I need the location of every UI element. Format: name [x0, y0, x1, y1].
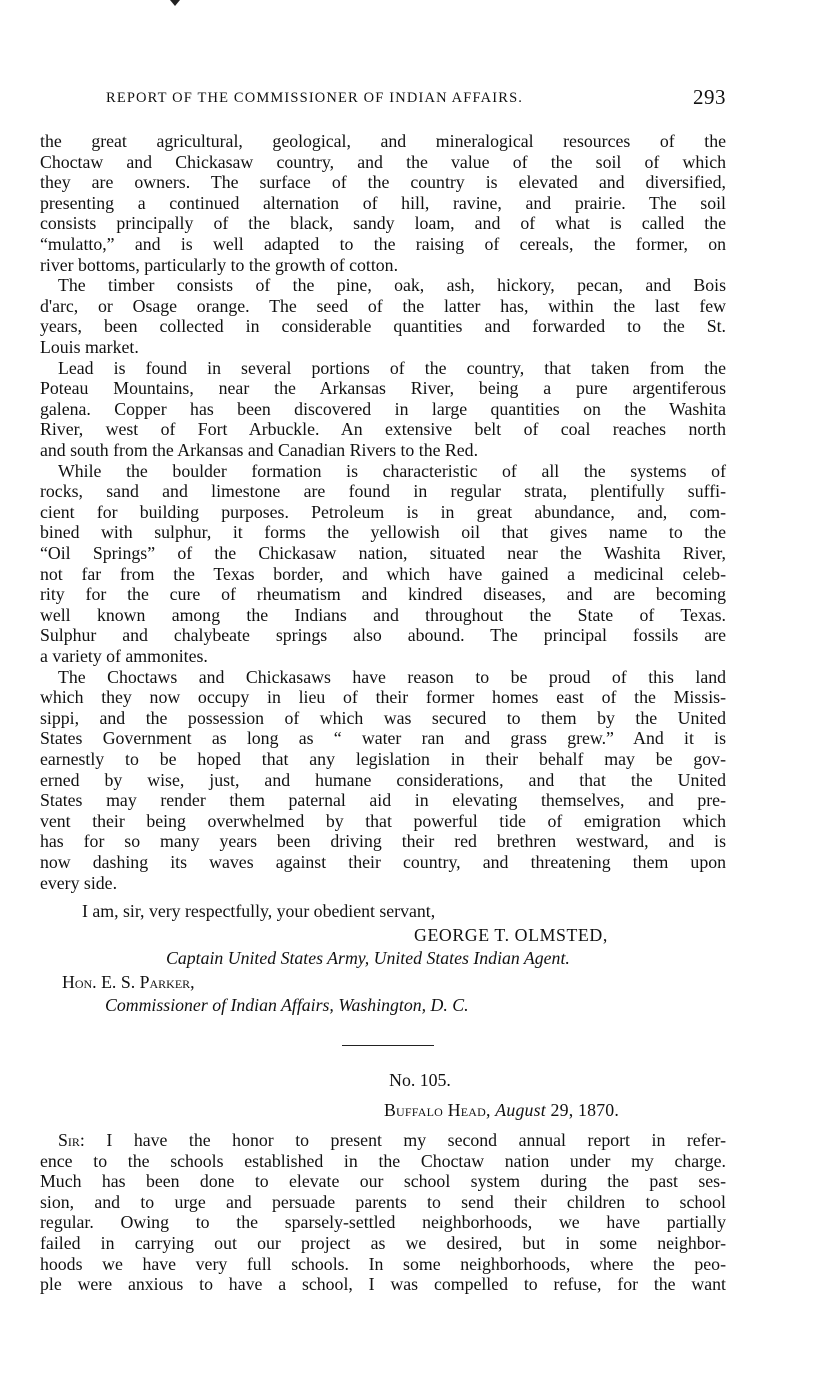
- paragraph-2: [40, 275, 726, 357]
- page-number: 293: [693, 85, 726, 109]
- dateline-month: August: [495, 1100, 546, 1120]
- text-line: they are owners. The surface of the country is elevated and diversified,: [40, 172, 726, 193]
- text-line: which they now occupy in lieu of their former homes east of the Missis-: [40, 687, 726, 708]
- text-line: Choctaw and Chickasaw country, and the value of the soil of which: [40, 151, 726, 172]
- text-line: States may render them paternal aid in elevating themselves, and pre-: [40, 790, 726, 811]
- text-line: “mulatto,” and is well adapted to the raising of cereals, the former, on: [40, 233, 726, 254]
- dateline: [384, 1100, 619, 1121]
- text-line: Louis market.: [40, 336, 139, 357]
- text-line: failed in carrying out our project as we desired, but in some neighbor-: [40, 1232, 726, 1253]
- text-line: earnestly to be hoped that any legislation in their behalf may be gov-: [40, 748, 726, 769]
- paragraph-1: [40, 131, 726, 275]
- text-line: ple were anxious to have a school, I was compelled to refuse, for the want: [40, 1274, 726, 1295]
- text-line: sippi, and the possession of which was secured to them by the United: [40, 707, 726, 728]
- running-header-title: REPORT OF THE COMMISSIONER OF INDIAN AFFAIRS.: [106, 90, 524, 106]
- text-line: vent their being overwhelmed by that powerful tide of emigration which: [40, 810, 726, 831]
- text-line: “Oil Springs” of the Chickasaw nation, situated near the Washita River,: [40, 542, 726, 563]
- dateline-place: Buffalo Head,: [384, 1100, 491, 1120]
- text-line: River, west of Fort Arbuckle. An extensive belt of coal reaches north: [40, 419, 726, 440]
- text-line: consists principally of the black, sandy loam, and of what is called the: [40, 213, 726, 234]
- text-line: a variety of ammonites.: [40, 645, 208, 666]
- text-line: regular. Owing to the sparsely-settled neighborhoods, we have partially: [40, 1212, 726, 1233]
- text-line: bined with sulphur, it forms the yellowish oil that gives name to the: [40, 522, 726, 543]
- salutation: Sir:: [58, 1130, 85, 1150]
- paragraph-4: [40, 461, 726, 667]
- signature-name: GEORGE T. OLMSTED,: [414, 925, 608, 945]
- text-line: rity for the cure of rheumatism and kindred diseases, and are becoming: [40, 584, 726, 605]
- text-line: years, been collected in considerable quantities and forwarded to the St.: [40, 316, 726, 337]
- text-line: and south from the Arkansas and Canadian Rivers to the Red.: [40, 439, 479, 460]
- text-line: erned by wise, just, and humane considerations, and that the United: [40, 769, 726, 790]
- addressee-name: Hon. E. S. Parker,: [62, 972, 195, 992]
- salutation-continuation: I have the honor to present my second annual report in refer-: [106, 1130, 726, 1150]
- text-line: States Government as long as “ water ran and grass grew.” And it is: [40, 728, 726, 749]
- page-top-mark: [170, 0, 180, 6]
- text-line: galena. Copper has been discovered in large quantities on the Washita: [40, 398, 726, 419]
- section-divider: [342, 1045, 434, 1046]
- text-line: d'arc, or Osage orange. The seed of the latter has, within the last few: [40, 295, 726, 316]
- text-line: hoods we have very full schools. In some neighborhoods, where the peo-: [40, 1253, 726, 1274]
- text-line: every side.: [40, 872, 118, 893]
- text-line: well known among the Indians and throughout the State of Texas.: [40, 604, 726, 625]
- text-line: the great agricultural, geological, and mineralogical resources of the: [40, 131, 726, 151]
- text-line: ence to the schools established in the Choctaw nation under my charge.: [40, 1150, 726, 1171]
- text-line: Much has been done to elevate our school system during the past ses-: [40, 1171, 726, 1192]
- text-line: [40, 1130, 726, 1151]
- text-line: not far from the Texas border, and which have gained a medicinal celeb-: [40, 563, 726, 584]
- text-line: Poteau Mountains, near the Arkansas River, being a pure argentiferous: [40, 378, 726, 399]
- text-line: sion, and to urge and persuade parents to send their children to school: [40, 1191, 726, 1212]
- closing-line: I am, sir, very respectfully, your obedient servant,: [82, 901, 436, 921]
- text-line: has for so many years been driving their red brethren westward, and is: [40, 831, 726, 852]
- text-line: While the boulder formation is characteristic of all the systems of: [58, 460, 726, 481]
- text-line: The timber consists of the pine, oak, ash, hickory, pecan, and Bois: [58, 275, 726, 296]
- running-header: [106, 86, 726, 110]
- text-line: Sulphur and chalybeate springs also abound. The principal fossils are: [40, 625, 726, 646]
- dateline-year: 29, 1870.: [550, 1100, 620, 1120]
- text-line: cient for building purposes. Petroleum is in great abundance, and, com-: [40, 501, 726, 522]
- document-number: No. 105.: [389, 1070, 451, 1090]
- text-line: river bottoms, particularly to the growth of cotton.: [40, 254, 399, 275]
- signature-title: Captain United States Army, United States Indian Agent.: [166, 948, 570, 968]
- text-line: now dashing its waves against their country, and threatening them upon: [40, 851, 726, 872]
- paragraph-3: [40, 358, 726, 461]
- text-line: presenting a continued alternation of hill, ravine, and prairie. The soil: [40, 192, 726, 213]
- letter-body: [40, 1130, 726, 1295]
- text-line: rocks, sand and limestone are found in regular strata, plentifully suffi-: [40, 481, 726, 502]
- text-line: Lead is found in several portions of the country, that taken from the: [58, 357, 726, 378]
- paragraph-5: [40, 667, 726, 894]
- text-line: The Choctaws and Chickasaws have reason to be proud of this land: [58, 666, 726, 687]
- addressee-title: Commissioner of Indian Affairs, Washington, D. C.: [105, 995, 469, 1015]
